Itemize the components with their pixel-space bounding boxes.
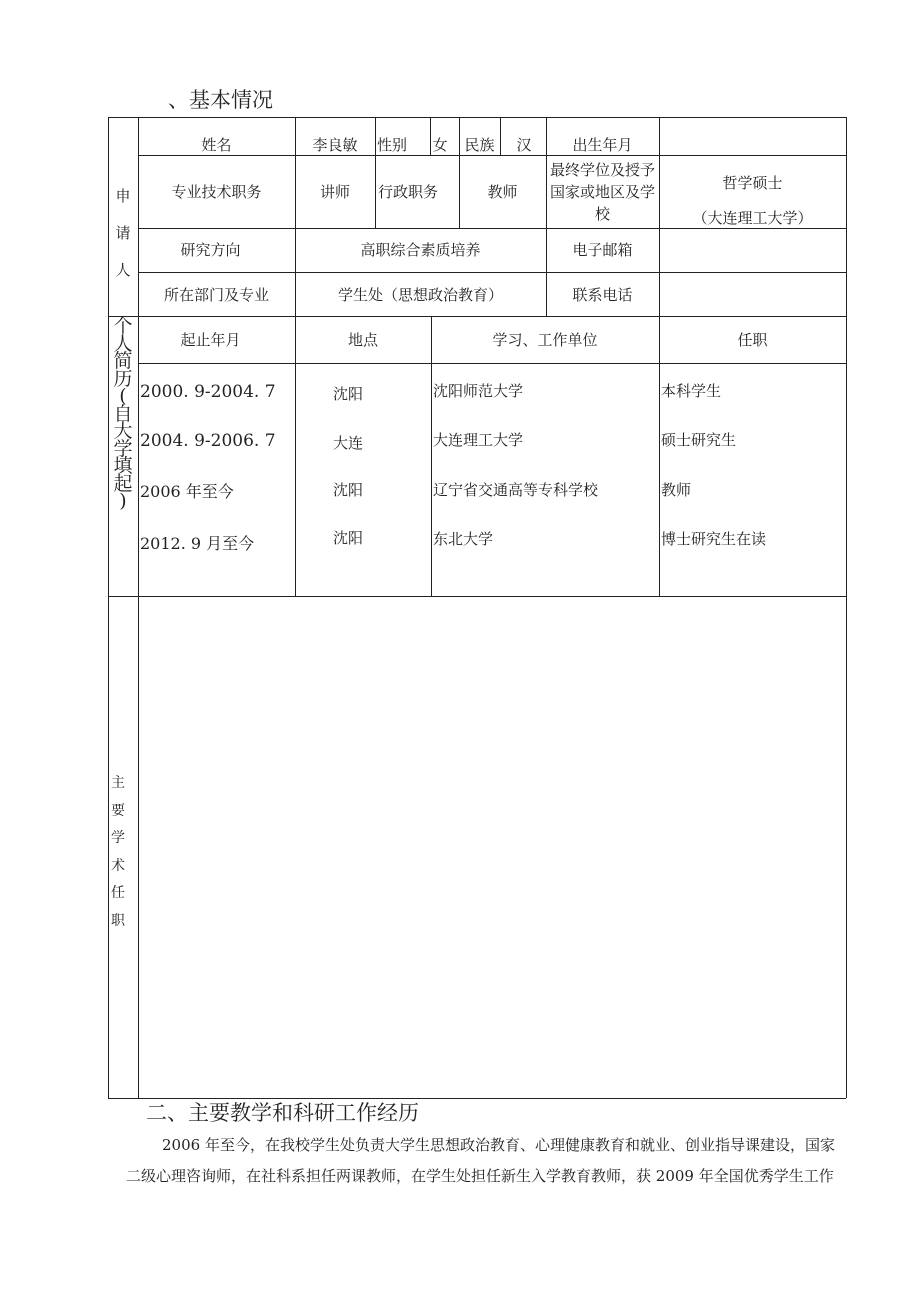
row-period: 2012. 9 月至今 [140, 534, 255, 553]
row-unit: 沈阳师范大学 [433, 382, 524, 400]
email-label: 电子邮箱 [572, 241, 633, 259]
research-direction-value: 高职综合素质培养 [360, 241, 481, 259]
row-period: 2006 年至今 [140, 482, 234, 501]
row-place: 沈阳 [333, 385, 364, 403]
paragraph-line-2: 二级心理咨询师，在社科系担任两课教师，在学生处担任新生入学教育教师，获 2009 年全国优秀学生工作 [126, 1167, 834, 1185]
gender-value: 女 [432, 136, 448, 154]
name-label: 姓名 [201, 136, 232, 154]
phone-label: 联系电话 [572, 286, 633, 304]
admin-position-label: 行政职务 [378, 183, 439, 201]
degree-value: 哲学硕士 [722, 174, 783, 192]
row-position: 硕士研究生 [661, 431, 737, 449]
row-place: 大连 [333, 434, 364, 452]
resume-side-label: 个 人 简 历 ( 自 大 学 填 起 ) [113, 315, 133, 512]
row-unit: 辽宁省交通高等专科学校 [433, 481, 599, 499]
professional-title-value: 讲师 [319, 183, 350, 201]
row-position: 本科学生 [661, 382, 722, 400]
name-value: 李良敏 [312, 136, 358, 154]
admin-position-value: 教师 [487, 183, 518, 201]
academic-side-label: 主 要 学 术 任 职 [111, 775, 125, 929]
section-title-basic-info: 、基本情况 [168, 88, 273, 112]
research-direction-label: 研究方向 [180, 241, 241, 259]
row-unit: 东北大学 [433, 530, 494, 548]
degree-school: （大连理工大学） [692, 209, 813, 227]
section-title-teaching-research: 二、主要教学和科研工作经历 [146, 1101, 419, 1125]
birth-label: 出生年月 [572, 136, 633, 154]
applicant-side-label: 申 请 人 [115, 187, 131, 279]
department-value: 学生处（思想政治教育） [337, 286, 503, 304]
row-place: 沈阳 [333, 481, 364, 499]
row-period: 2004. 9-2006. 7 [140, 431, 276, 451]
header-unit: 学习、工作单位 [492, 331, 598, 349]
degree-label: 最终学位及授予 国家或地区及学 校 [549, 161, 655, 223]
academic-positions-content[interactable] [145, 605, 835, 1085]
row-position: 博士研究生在读 [661, 530, 767, 548]
paragraph-line-1: 2006 年至今，在我校学生处负责大学生思想政治教育、心理健康教育和就业、创业指导课建设，国家 [162, 1136, 835, 1154]
header-position: 任职 [737, 331, 768, 349]
ethnicity-value: 汉 [516, 136, 532, 154]
gender-label: 性别 [376, 136, 407, 154]
row-unit: 大连理工大学 [433, 431, 524, 449]
row-position: 教师 [661, 481, 692, 499]
header-place: 地点 [347, 331, 378, 349]
professional-title-label: 专业技术职务 [171, 183, 262, 201]
header-period: 起止年月 [180, 331, 241, 349]
department-label: 所在部门及专业 [163, 286, 269, 304]
row-period: 2000. 9-2004. 7 [140, 382, 276, 402]
ethnicity-label: 民族 [464, 136, 495, 154]
row-place: 沈阳 [333, 529, 364, 547]
